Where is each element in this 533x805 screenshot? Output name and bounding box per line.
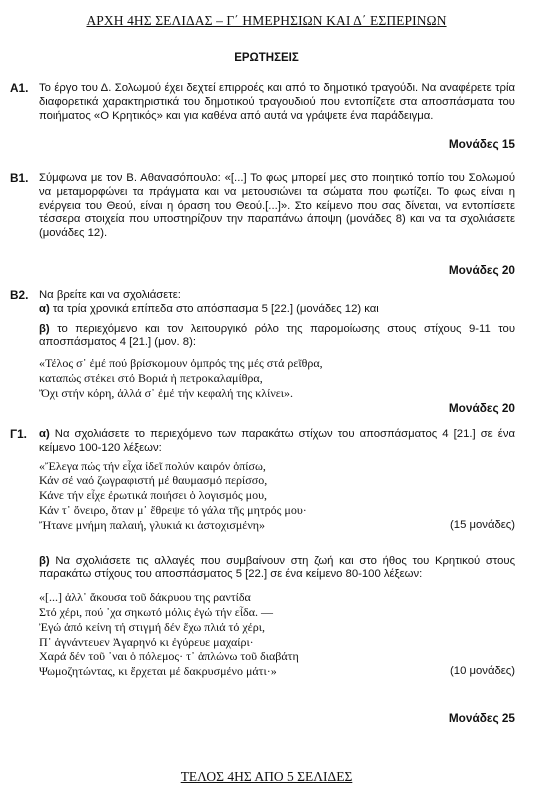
question-number: Β2. [10, 288, 29, 302]
subquestion-text: το περιεχόμενο και τον λειτουργικό ρόλο της παρομοίωσης στους στίχους 9-11 του αποσπάσματος 4 [21.] (μον. 8): [39, 322, 516, 349]
poem-line: Ἤτανε μνήμη παλαιή, γλυκιά κι ἀστοχισμένη» [39, 517, 266, 532]
question-g1 [10, 428, 515, 679]
poem-line: Στό χέρι, πού ᾽χα σηκωτό μόλις ἐγώ τήν εἶδα. — [39, 604, 273, 619]
poem-line: Π᾽ ἀγνάντευεν Ἀγαρηνό κι ἐγύρευε μαχαίρι· [39, 634, 254, 649]
poem-line: Κάν σέ ναό ζωγραφιστή μέ θαυμασμό περίσσο, [39, 473, 268, 488]
subquestion-text: Να σχολιάσετε το περιεχόμενο των παρακάτω στίχων του αποσπάσματος 4 [21.] σε ένα κείμενο 100-120 λέξεων: [39, 428, 515, 454]
poem-line: Ἐγώ ἀπό κείνη τή στιγμή δέν ἔχω πλιά τό χέρι, [39, 619, 265, 634]
subquestion-a [39, 428, 515, 456]
poem-line: «Ἔλεγα πώς τήν εἶχα ἰδεῖ πολύν καιρόν ὀπίσω, [39, 458, 266, 473]
marks-b1: Μονάδες 20 [448, 263, 515, 277]
marks-g1: Μονάδες 25 [448, 711, 515, 725]
subquestion-marks: (10 μονάδες) [450, 665, 515, 678]
subquestion-a [39, 303, 515, 317]
subquestion-text: τα τρία χρονικά επίπεδα στο απόσπασμα 5 [22.] (μονάδες 12) και [52, 302, 379, 315]
section-title: ΕΡΩΤΗΣΕΙΣ [234, 52, 299, 64]
poem-line: Ψωμοζητώντας, κι ἔρχεται μέ δακρυσμένο μάτι·» [39, 664, 277, 679]
poem-line: «[...] ἀλλ᾽ ἄκουσα τοῦ δάκρυου της ραντίδα [39, 590, 251, 605]
question-number: Α1. [10, 81, 29, 95]
subquestion-text: Να σχολιάσετε τις αλλαγές που συμβαίνουν στη ζωή και στο ήθος του Κρητικού στους παρακάτω στίχους του αποσπάσματος 5 [22.] σε ένα κείμενο 80-100 λέξεων: [39, 554, 516, 581]
poem-excerpt [39, 590, 515, 679]
poem-line: Χαρά δέν τοῦ ᾽ναι ὁ πόλεμος· τ᾽ ἁπλώνω τοῦ διαβάτη [39, 649, 299, 664]
poem-line: καταπώς στέκει στό Βοριά ἡ πετροκαλαμίθρα, [39, 370, 263, 385]
poem-line: Ὄχι στήν κόρη, ἀλλά σ᾽ ἐμέ τήν κεφαλή της κλίνει». [39, 385, 294, 400]
page-header: ΑΡΧΗ 4ΗΣ ΣΕΛΙΔΑΣ – Γ΄ ΗΜΕΡΗΣΙΩΝ ΚΑΙ Δ΄ ΕΣΠΕΡΙΝΩΝ [86, 13, 447, 28]
poem-excerpt [39, 356, 515, 400]
marks-a1: Μονάδες 15 [448, 137, 515, 151]
subquestion-label: α) [39, 302, 50, 315]
poem-row [39, 664, 515, 679]
subquestion-b [39, 555, 515, 583]
question-a1 [10, 82, 515, 123]
poem-line: «Τέλος σ᾽ ἐμέ πού βρίσκομουν ὀμπρός της μές στά ρεῖθρα, [39, 356, 323, 371]
page-footer: ΤΕΛΟΣ 4ΗΣ ΑΠΟ 5 ΣΕΛΙΔΕΣ [180, 769, 353, 784]
question-b2 [10, 289, 515, 401]
poem-row [39, 518, 515, 533]
subquestion-label: α) [39, 428, 50, 440]
subquestion-label: β) [39, 554, 50, 567]
poem-line: Κάνε τήν εἶχε ἐρωτικά ποιήσει ὁ λογισμός μου, [39, 488, 268, 503]
question-number: Β1. [10, 171, 29, 185]
poem-line: Κάν τ᾽ ὄνειρο, ὅταν μ᾽ ἔθρεψε τό γάλα τῆς μητρός μου· [39, 502, 307, 517]
subquestion-marks: (15 μονάδες) [450, 518, 515, 531]
subquestion-label: β) [39, 322, 50, 335]
subquestion-b [39, 323, 515, 351]
question-number: Γ1. [10, 427, 27, 441]
poem-excerpt [39, 459, 515, 533]
question-intro: Να βρείτε και να σχολιάσετε: [39, 289, 181, 301]
question-b1 [10, 172, 515, 241]
question-text: Το έργο του Δ. Σολωμού έχει δεχτεί επιρροές και από το δημοτικό τραγούδι. Να αναφέρετε τρία διαφορετικά χαρακτηριστικά του δημοτικού τραγουδιού που εντοπίζετε στα αποσπάσματα του ποιήματος «Ο Κρητικός» και για καθένα από αυτά να γράψετε ένα παράδειγμα. [39, 82, 515, 122]
marks-b2: Μονάδες 20 [448, 401, 515, 415]
question-text: Σύμφωνα με τον Β. Αθανασόπουλο: «[...] Το φως μπορεί μες στο ποιητικό τοπίο του Σολωμού να μεταμορφώνει τα πράγματα και να μετουσιώνει τα σώματα που φωτίζει. Το φως είναι η ενέργεια του Θεού, είναι η όραση του Θεού.[...]». Στο κείμενο που σας δίνεται, να εντοπίσετε τέσσερα στοιχεία που υποστηρίζουν την παραπάνω άποψη (μονάδες 8) και να τα σχολιάσετε (μονάδες 12). [39, 172, 515, 240]
